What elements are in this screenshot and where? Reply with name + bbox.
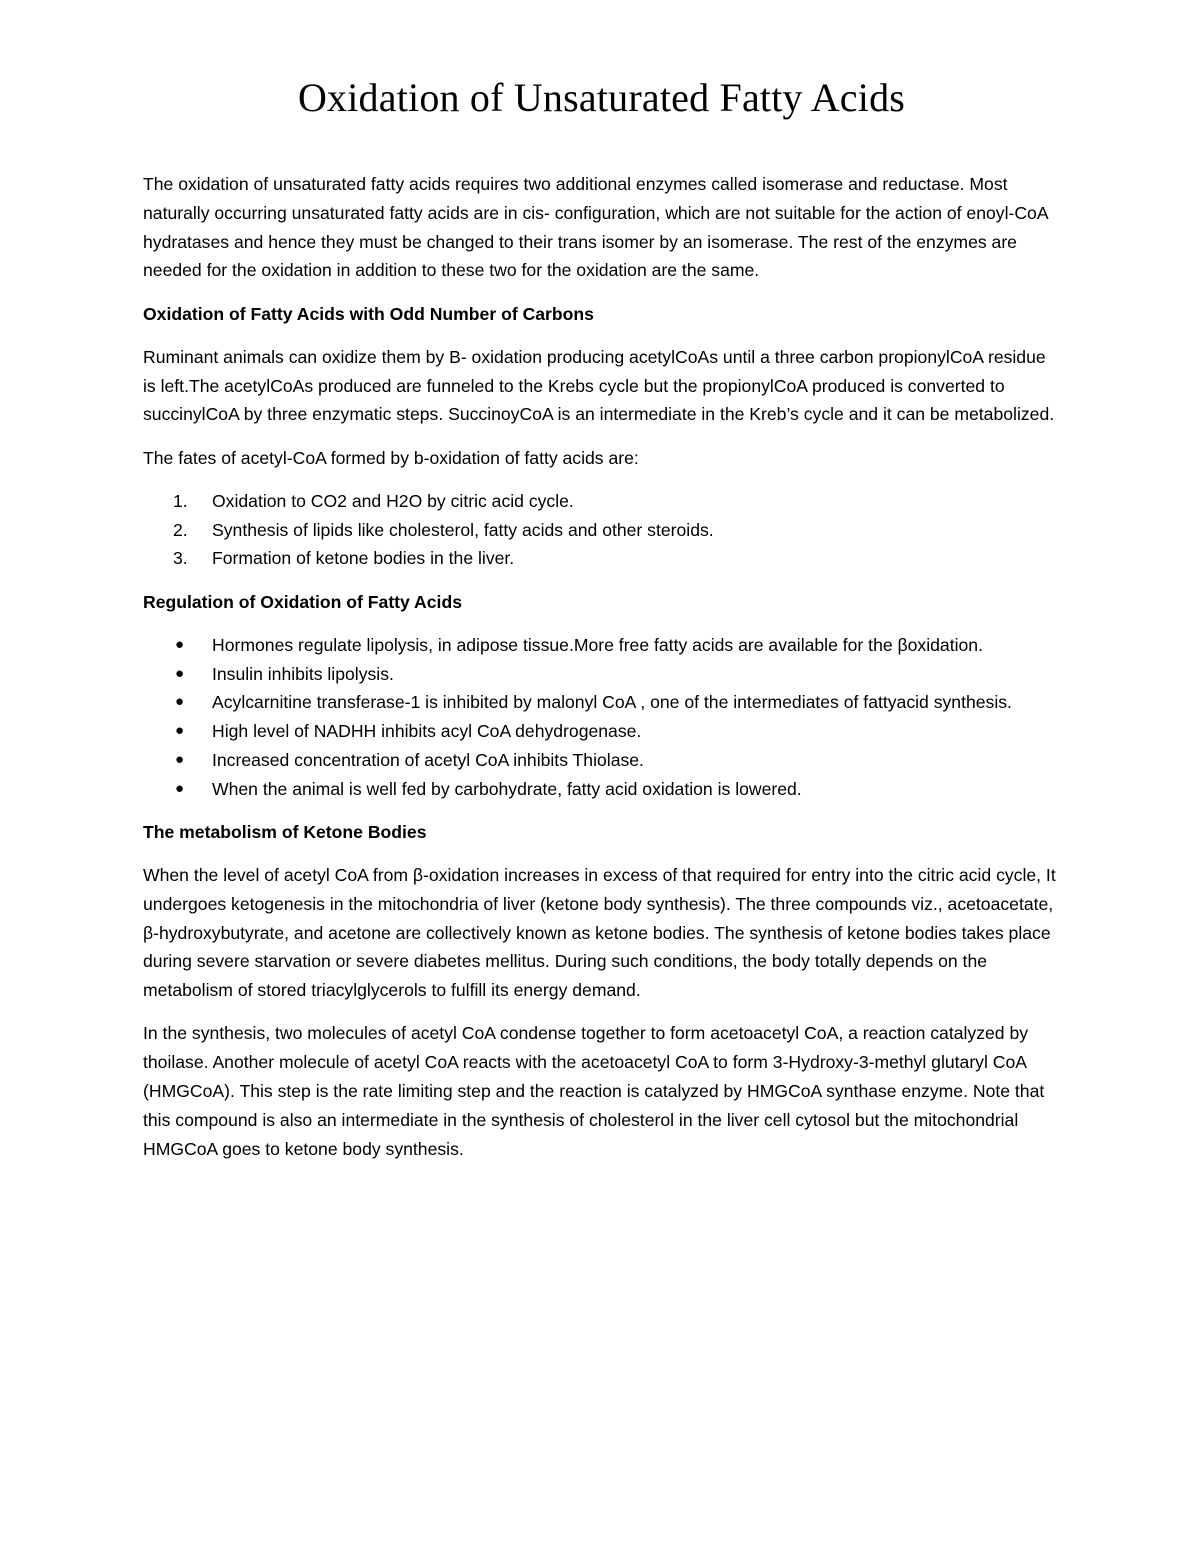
list-item-text: Hormones regulate lipolysis, in adipose tissue.More free fatty acids are available for the βoxidation.: [212, 634, 983, 655]
ketone-paragraph-1: When the level of acetyl CoA from β-oxidation increases in excess of that required for entry into the citric acid cycle, It undergoes ketogenesis in the mitochondria of liver (ketone body synthesis). The three compounds viz., acetoacetate, β-hydroxybutyrate, and acetone are collectively known as ketone bodies. The synthesis of ketone bodies takes place during severe starvation or severe diabetes mellitus. During such conditions, the body totally depends on the metabolism of stored triacylglycerols to fulfill its energy demand.: [143, 865, 1056, 1001]
regulation-list: [143, 631, 1060, 804]
intro-paragraph: The oxidation of unsaturated fatty acids requires two additional enzymes called isomerase and reductase. Most naturally occurring unsaturated fatty acids are in cis- configuration, which are not suitable for the action of enoyl-CoA hydratases and hence they must be changed to their trans isomer by an isomerase. The rest of the enzymes are needed for the oxidation in addition to these two for the oxidation are the same.: [143, 174, 1048, 281]
list-item-text: Increased concentration of acetyl CoA inhibits Thiolase.: [212, 749, 644, 770]
odd-carbons-paragraph: Ruminant animals can oxidize them by B- oxidation producing acetylCoAs until a three carbon propionylCoA residue is left.The acetylCoAs produced are funneled to the Krebs cycle but the propionylCoA produced is converted to succinylCoA by three enzymatic steps. SuccinoyCoA is an intermediate in the Kreb’s cycle and it can be metabolized.: [143, 346, 1055, 425]
bullet-icon: ●: [175, 779, 185, 797]
list-item-text: Oxidation to CO2 and H2O by citric acid cycle.: [212, 490, 574, 511]
list-number: 2.: [173, 519, 188, 540]
list-item-text: Formation of ketone bodies in the liver.: [212, 548, 515, 569]
list-item: [143, 775, 1060, 804]
list-item: [143, 487, 1060, 516]
bullet-icon: ●: [175, 693, 185, 711]
list-item: [143, 717, 1060, 746]
fates-intro: The fates of acetyl-CoA formed by b-oxidation of fatty acids are:: [143, 447, 639, 468]
regulation-heading: Regulation of Oxidation of Fatty Acids: [143, 591, 462, 612]
list-item: [143, 688, 1060, 717]
list-number: 3.: [173, 548, 188, 569]
bullet-icon: ●: [175, 750, 185, 768]
list-item: [143, 631, 1060, 660]
ketone-paragraph-2: In the synthesis, two molecules of acetyl CoA condense together to form acetoacetyl CoA, a reaction catalyzed by thoilase. Another molecule of acetyl CoA reacts with the acetoacetyl CoA to form 3-Hydroxy-3-methyl glutaryl CoA (HMGCoA). This step is the rate limiting step and the reaction is catalyzed by HMGCoA synthase enzyme. Note that this compound is also an intermediate in the synthesis of cholesterol in the liver cell cytosol but the mitochondrial HMGCoA goes to ketone body synthesis.: [143, 1023, 1045, 1159]
list-item-text: Acylcarnitine transferase-1 is inhibited by malonyl CoA , one of the intermediates of fattyacid synthesis.: [212, 692, 1012, 713]
list-item: [143, 746, 1060, 775]
odd-carbons-heading: Oxidation of Fatty Acids with Odd Number of Carbons: [143, 303, 594, 324]
list-number: 1.: [173, 490, 188, 511]
fates-list: [143, 487, 1060, 573]
list-item-text: Insulin inhibits lipolysis.: [212, 663, 394, 684]
document-title: Oxidation of Unsaturated Fatty Acids: [297, 75, 906, 120]
list-item-text: Synthesis of lipids like cholesterol, fatty acids and other steroids.: [212, 519, 714, 540]
list-item-text: High level of NADHH inhibits acyl CoA dehydrogenase.: [212, 721, 642, 742]
list-item-text: When the animal is well fed by carbohydrate, fatty acid oxidation is lowered.: [212, 778, 802, 799]
list-item: [143, 660, 1060, 689]
ketone-heading: The metabolism of Ketone Bodies: [143, 821, 427, 842]
bullet-icon: ●: [175, 635, 185, 653]
list-item: [143, 516, 1060, 545]
bullet-icon: ●: [175, 722, 185, 740]
list-item: [143, 544, 1060, 573]
bullet-icon: ●: [175, 664, 185, 682]
